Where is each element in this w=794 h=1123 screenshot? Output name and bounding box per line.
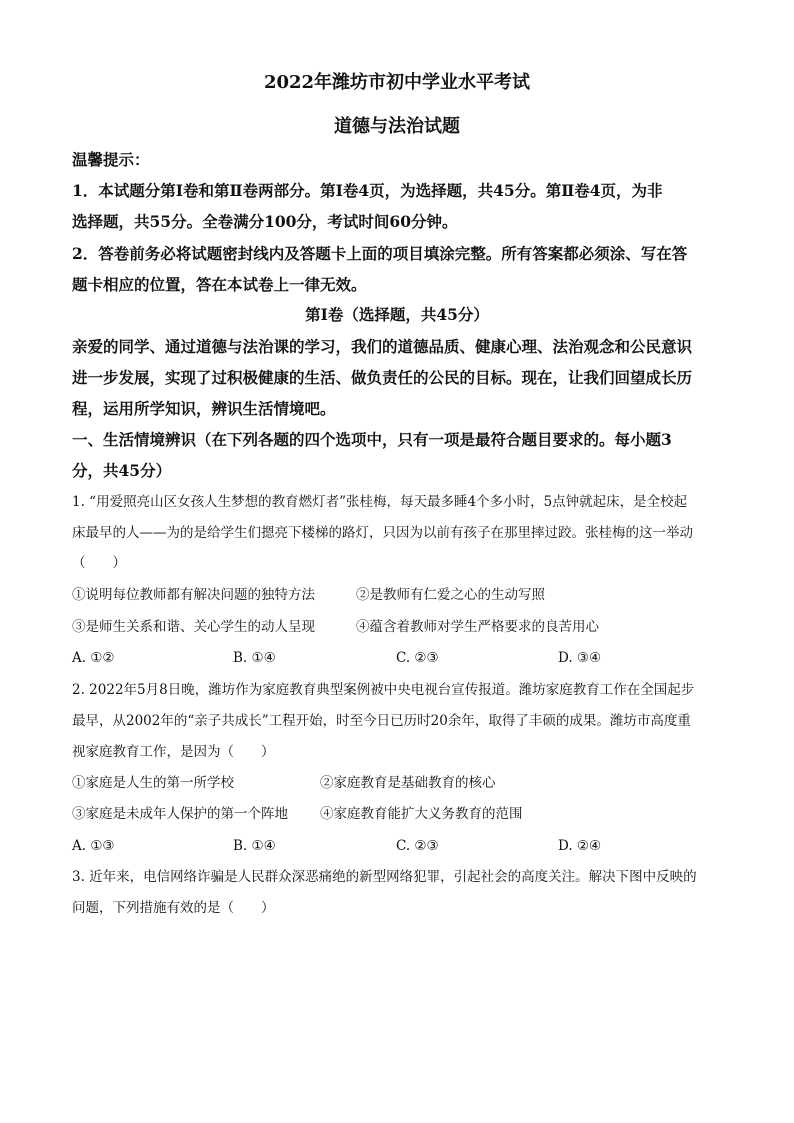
intro-line-2: 进一步发展，实现了过积极健康的生活、做负责任的公民的目标。现在，让我们回望成长历 [72, 368, 693, 387]
question-2-option-b: B. ①④ [233, 838, 276, 854]
question-2-line-3: 视家庭教育工作，是因为（ ） [72, 744, 275, 760]
section-title: 第Ⅰ卷（选择题，共45分） [305, 305, 489, 324]
question-2-option-c: C. ②③ [396, 838, 439, 854]
exam-title: 2022年潍坊市初中学业水平考试 [263, 72, 531, 93]
question-1-statement-4: ④蕴含着教师对学生严格要求的良苦用心 [356, 619, 599, 635]
question-1-statement-2: ②是教师有仁爱之心的生动写照 [356, 587, 545, 603]
question-2-statement-2: ②家庭教育是基础教育的核心 [320, 775, 496, 791]
intro-line-1: 亲爱的同学、通过道德与法治课的学习，我们的道德品质、健康心理、法治观念和公民意识 [72, 337, 693, 356]
question-2-statement-3: ③家庭是未成年人保护的第一个阵地 [72, 806, 288, 822]
question-2-option-a: A. ①③ [72, 838, 115, 854]
tips-item-2-line-1: 2．答卷前务必将试题密封线内及答题卡上面的项目填涂完整。所有答案都必须涂、写在答 [72, 244, 688, 263]
question-2-option-d: D. ②④ [558, 838, 602, 854]
question-1-line-2: 床最早的人——为的是给学生们摁亮下楼梯的路灯，只因为以前有孩子在那里摔过跤。张桂梅的这一举动 [72, 525, 693, 541]
question-2-line-2: 最早，从2002年的“亲子共成长”工程开始，时至今日已历时20余年，取得了丰硕的成果。潍坊市高度重 [72, 713, 691, 729]
question-1-statement-3: ③是师生关系和谐、关心学生的动人呈现 [72, 619, 315, 635]
exam-subject: 道德与法治试题 [334, 116, 460, 137]
tips-heading: 温馨提示： [72, 150, 150, 169]
tips-item-1-line-2: 选择题，共55分。全卷满分100分，考试时间60分钟。 [72, 212, 458, 231]
question-1-option-a: A. ①② [72, 650, 115, 666]
question-3-line-2: 问题，下列措施有效的是（ ） [72, 900, 275, 916]
question-1-statement-1: ①说明每位教师都有解决问题的独特方法 [72, 587, 315, 603]
question-1-option-d: D. ③④ [558, 650, 602, 666]
question-1-option-c: C. ②③ [396, 650, 439, 666]
question-3-line-1: 3. 近年来，电信网络诈骗是人民群众深恶痛绝的新型网络犯罪，引起社会的高度关注。解决下图中反映的 [72, 869, 697, 885]
tips-item-1-line-1: 1．本试题分第Ⅰ卷和第Ⅱ卷两部分。第Ⅰ卷4页，为选择题，共45分。第Ⅱ卷4页，为非 [72, 181, 663, 200]
question-1-option-b: B. ①④ [233, 650, 276, 666]
tips-item-2-line-2: 题卡相应的位置，答在本试卷上一律无效。 [72, 275, 367, 294]
question-2-statement-1: ①家庭是人生的第一所学校 [72, 775, 234, 791]
question-2-statement-4: ④家庭教育能扩大义务教育的范围 [320, 806, 523, 822]
question-1-line-3: （ ） [72, 555, 126, 571]
part-heading-line-2: 分，共45分） [72, 461, 172, 480]
part-heading-line-1: 一、生活情境辨识（在下列各题的四个选项中，只有一项是最符合题目要求的。每小题3 [72, 430, 672, 449]
intro-line-3: 程，运用所学知识，辨识生活情境吧。 [72, 399, 336, 418]
question-1-line-1: 1. “用爱照亮山区女孩人生梦想的教育燃灯者”张桂梅，每天最多睡4个多小时，5点钟就起床，是全校起 [72, 494, 688, 510]
question-2-line-1: 2. 2022年5月8日晚，潍坊作为家庭教育典型案例被中央电视台宣传报道。潍坊家庭教育工作在全国起步 [72, 682, 695, 698]
